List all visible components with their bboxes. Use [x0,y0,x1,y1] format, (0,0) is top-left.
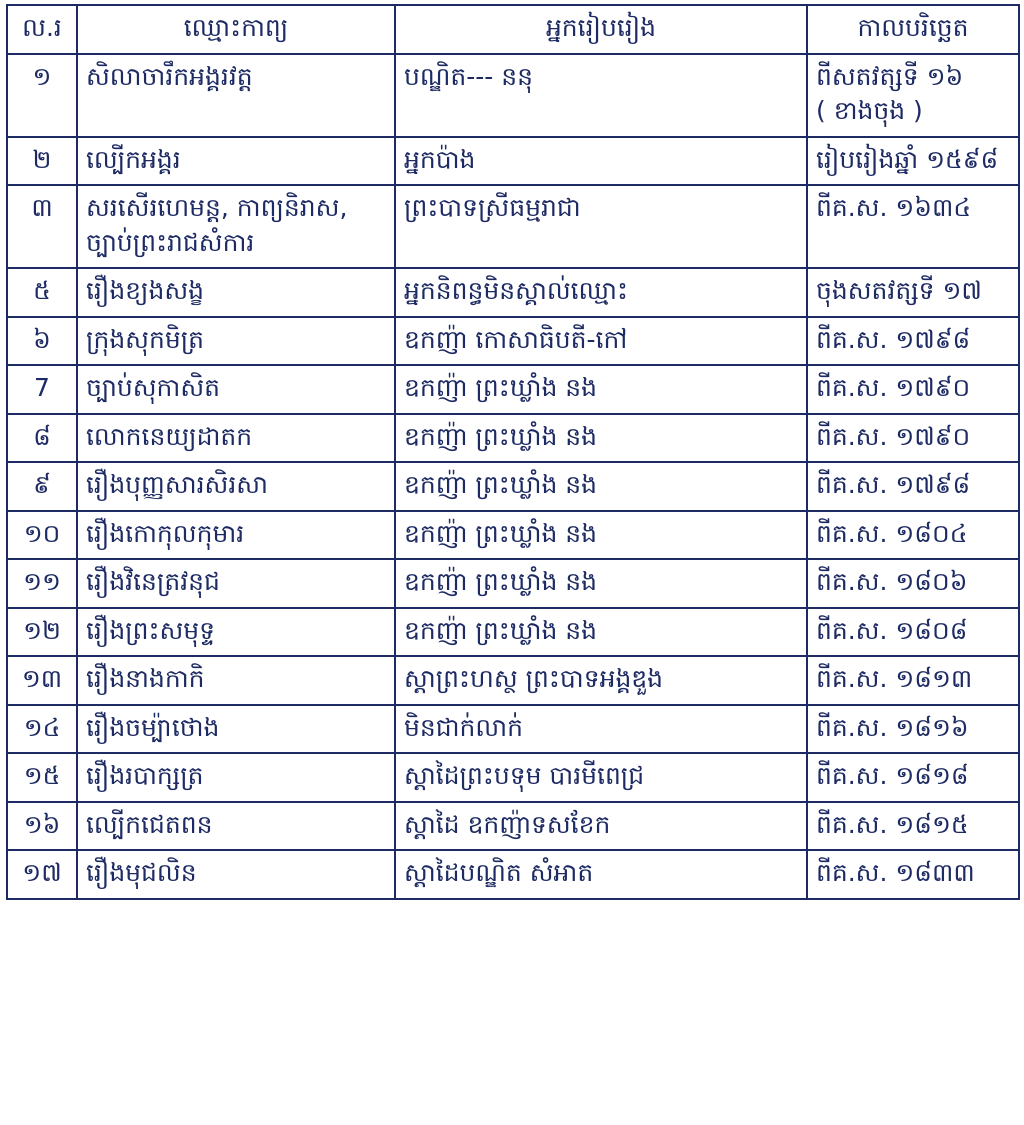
cell-date [807,850,1019,899]
cell-title-line1: ល្បើកអង្គរ [86,144,181,174]
cell-date [807,317,1019,366]
cell-title-line1: ក្រុងសុកមិត្រ [86,324,205,354]
cell-author: ស្តាព្រះហស្ថ ព្រះបាទអង្គឌួង [395,656,807,705]
cell-title [77,414,395,463]
column-header-number: ល.រ [7,5,77,54]
table-header-row [7,5,1019,54]
cell-author: បណ្ឌិត--- ននុ [395,54,807,137]
cell-date-line1: ពីគ.ស. ១៨១៨ [816,761,969,790]
cell-author: ឧកញ៉ា ព្រះឃ្លាំង នង [395,365,807,414]
cell-number: ២ [7,137,77,186]
table-row [7,317,1019,366]
cell-author: អ្នកនិពន្ធមិនស្គាល់ឈ្មោះ [395,268,807,317]
cell-author: ឧកញ៉ា ព្រះឃ្លាំង នង [395,462,807,511]
cell-author: ឧកញ៉ា ព្រះឃ្លាំង នង [395,559,807,608]
table-row [7,850,1019,899]
cell-title [77,656,395,705]
cell-author: អ្នកប៉ាង [395,137,807,186]
cell-date [807,705,1019,754]
cell-date [807,414,1019,463]
cell-title-line1: រឿងវិនេត្រវនុជ [86,567,220,596]
cell-title [77,462,395,511]
column-header-title: ឈ្មោះកាព្យ [77,5,395,54]
table-header [7,5,1019,54]
cell-author: ឧកញ៉ា ព្រះឃ្លាំង នង [395,511,807,560]
cell-number: ១ [7,54,77,137]
cell-title [77,268,395,317]
table-row [7,268,1019,317]
cell-date-line1: រៀបរៀងឆ្នាំ ១៥៩៨ [816,144,999,174]
cell-date-line1: ពីគ.ស. ១៨០៨ [816,615,968,645]
cell-date [807,462,1019,511]
cell-title [77,365,395,414]
cell-title-line1: រឿងមុជលិន [86,858,197,887]
cell-title [77,559,395,608]
cell-date-line1: ពីគ.ស. ១៧៩៨ [816,470,971,499]
cell-date-line1: ចុងសតវត្សទី ១៧ [816,276,982,305]
table-row [7,365,1019,414]
cell-number: ១៦ [7,802,77,851]
cell-title-line1: រឿងនាងកាកិ [86,664,205,693]
cell-number: ១៧ [7,850,77,899]
cell-number: ១០ [7,511,77,560]
cell-title-line1: រឿងព្រះសមុទ្ទ [86,615,216,645]
table-row [7,54,1019,137]
cell-number: ៩ [7,462,77,511]
table-row [7,753,1019,802]
cell-title [77,185,395,268]
cell-date-line1: ពីគ.ស. ១៦៣៤ [816,193,972,222]
cell-date [807,365,1019,414]
column-header-author: អ្នករៀបរៀង [395,5,807,54]
cell-number: ១៣ [7,656,77,705]
cell-title-line1: រឿងខ្យងសង្ខ [86,276,205,305]
cell-title [77,137,395,186]
table-row [7,185,1019,268]
cell-title [77,511,395,560]
table-row [7,656,1019,705]
cell-date [807,559,1019,608]
cell-title [77,753,395,802]
cell-number: ១១ [7,559,77,608]
cell-date-line2: ( ខាងចុង ) [816,96,923,125]
table-row [7,137,1019,186]
column-header-date: កាលបរិច្ឆេត [807,5,1019,54]
cell-number: ៥ [7,268,77,317]
cell-date [807,608,1019,657]
cell-title-line1: លោកនេយ្យដាតក [86,421,253,451]
cell-title-line1: ល្បើកជេតពន [86,809,213,839]
cell-date-line1: ពីគ.ស. ១៨០៤ [816,518,968,548]
table-row [7,802,1019,851]
table-body [7,54,1019,899]
cell-author: មិនជាក់លាក់ [395,705,807,754]
cell-date-line1: ពីគ.ស. ១៧៩០ [816,373,971,402]
cell-date-line1: ពីគ.ស. ១៨៣៣ [816,858,975,887]
cell-title-line1: រឿងបុញ្ញសារសិរសា [86,470,269,499]
cell-number: ៦ [7,317,77,366]
cell-author: ស្តាដៃ ឧកញ៉ាទសខែក [395,802,807,851]
table-row [7,414,1019,463]
cell-date-line1: ពីគ.ស. ១៨០៦ [816,567,968,596]
cell-title [77,850,395,899]
cell-number: ៣ [7,185,77,268]
cell-author: ស្តាដៃព្រះបទុម បារមីពេជ្រ [395,753,807,802]
cell-title-line2: ច្បាប់ព្រះរាជសំការ [86,227,255,257]
table-row [7,608,1019,657]
table-row [7,705,1019,754]
cell-author: ឧកញ៉ា កោសាធិបតី-កៅ [395,317,807,366]
cell-title [77,317,395,366]
cell-number: ១៤ [7,705,77,754]
table-row [7,559,1019,608]
cell-date [807,137,1019,186]
cell-date [807,656,1019,705]
cell-title-line1: រឿងចម្ប៉ាថោង [86,712,220,742]
cell-date-line1: ពីគ.ស. ១៧៩០ [816,421,971,451]
cell-title [77,705,395,754]
cell-title-line1: រឿងកោកុលកុមារ [86,518,245,548]
cell-date [807,185,1019,268]
cell-date-line1: ពីគ.ស. ១៨១៣ [816,664,973,693]
table-row [7,511,1019,560]
cell-title [77,802,395,851]
cell-number: ៨ [7,414,77,463]
cell-number: 7 [7,365,77,414]
cell-title-line1: សរសើរហេមន្ត, កាព្យនិរាស, [86,193,348,222]
cell-date [807,802,1019,851]
cell-title-line1: រឿងរបាក្សត្រ [86,761,204,790]
cell-title-line1: សិលាចារឹកអង្គរវត្ត [86,61,253,91]
cell-date-line1: ពីគ.ស. ១៨១៦ [816,712,969,742]
cell-title [77,608,395,657]
cell-author: ឧកញ៉ា ព្រះឃ្លាំង នង [395,414,807,463]
cell-date-line1: ពីគ.ស. ១៧៩៨ [816,324,971,354]
cell-number: ១៥ [7,753,77,802]
cell-date [807,54,1019,137]
cell-date [807,753,1019,802]
cell-author: ឧកញ៉ា ព្រះឃ្លាំង នង [395,608,807,657]
cell-date-line1: ពីសតវត្សទី ១៦ [816,61,964,91]
cell-number: ១២ [7,608,77,657]
cell-date-line1: ពីគ.ស. ១៨១៥ [816,809,969,839]
cell-author: ស្តាដៃបណ្ឌិត សំអាត [395,850,807,899]
cell-title [77,54,395,137]
poem-catalogue-table [6,4,1020,900]
table-row [7,462,1019,511]
cell-date [807,511,1019,560]
cell-title-line1: ច្បាប់សុកាសិត [86,373,221,402]
cell-author: ព្រះបាទស្រីធម្មរាជា [395,185,807,268]
cell-date [807,268,1019,317]
